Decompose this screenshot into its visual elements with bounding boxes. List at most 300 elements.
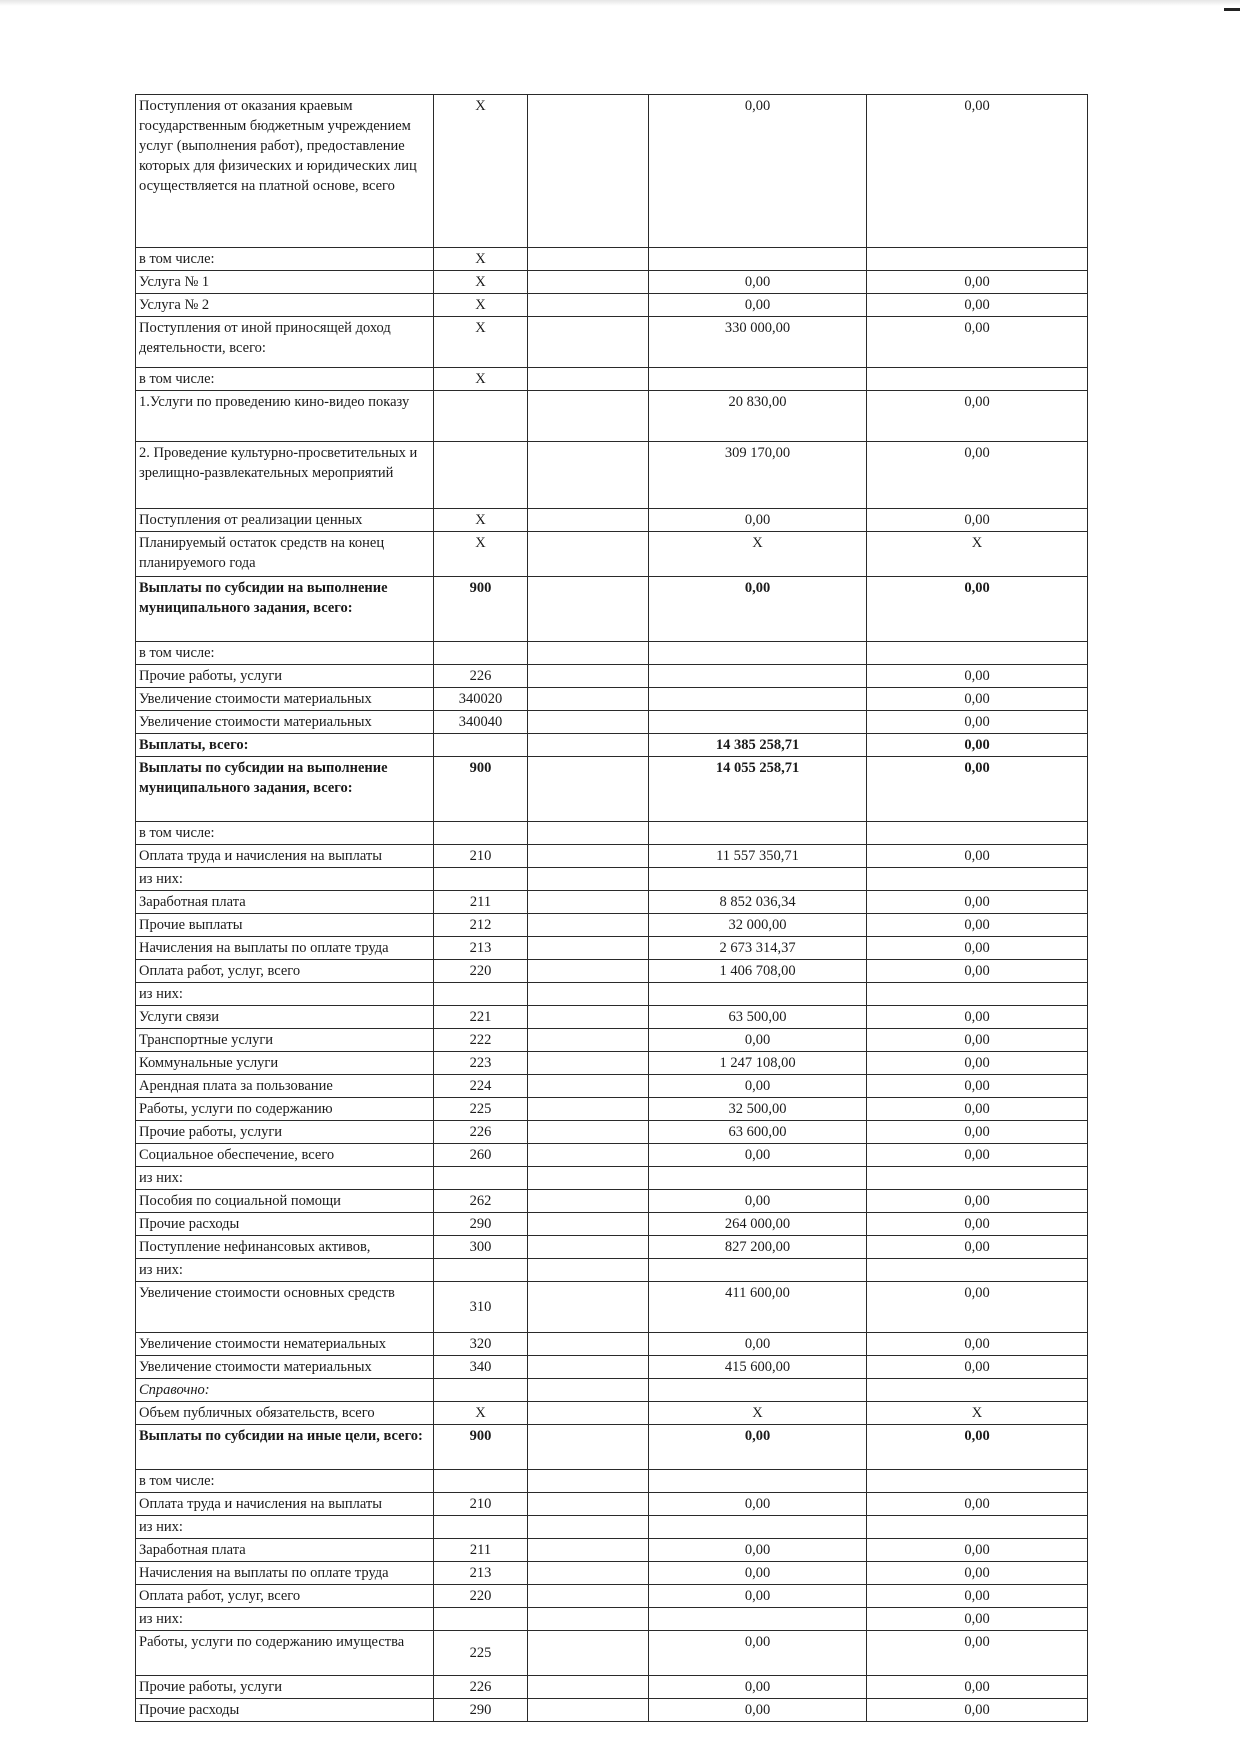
row-value-1: 0,00 bbox=[649, 271, 867, 294]
row-value-2: 0,00 bbox=[867, 1631, 1088, 1676]
row-value-2: 0,00 bbox=[867, 1236, 1088, 1259]
row-value-1: 0,00 bbox=[649, 1539, 867, 1562]
row-label: Прочие расходы bbox=[136, 1213, 434, 1236]
row-value-2: 0,00 bbox=[867, 757, 1088, 822]
empty-cell bbox=[528, 271, 649, 294]
row-label: Заработная плата bbox=[136, 891, 434, 914]
table-row bbox=[136, 983, 1088, 1006]
row-value-2: 0,00 bbox=[867, 1190, 1088, 1213]
row-code: 224 bbox=[434, 1075, 528, 1098]
row-value-1 bbox=[649, 1516, 867, 1539]
row-value-1: 0,00 bbox=[649, 294, 867, 317]
row-label: Оплата труда и начисления на выплаты bbox=[136, 1493, 434, 1516]
row-code: 225 bbox=[434, 1098, 528, 1121]
empty-cell bbox=[528, 1676, 649, 1699]
table-row bbox=[136, 317, 1088, 368]
row-value-2: 0,00 bbox=[867, 891, 1088, 914]
row-code: 220 bbox=[434, 960, 528, 983]
row-code: 900 bbox=[434, 1425, 528, 1470]
row-value-2: 0,00 bbox=[867, 1333, 1088, 1356]
row-label: Заработная плата bbox=[136, 1539, 434, 1562]
row-code bbox=[434, 1167, 528, 1190]
empty-cell bbox=[528, 1075, 649, 1098]
row-value-1: 0,00 bbox=[649, 577, 867, 642]
row-value-2: 0,00 bbox=[867, 665, 1088, 688]
table-row bbox=[136, 1676, 1088, 1699]
row-value-1: 1 406 708,00 bbox=[649, 960, 867, 983]
table-row bbox=[136, 642, 1088, 665]
row-value-2: 0,00 bbox=[867, 1282, 1088, 1333]
row-value-2: 0,00 bbox=[867, 509, 1088, 532]
row-code: 222 bbox=[434, 1029, 528, 1052]
table-row bbox=[136, 1333, 1088, 1356]
row-label: в том числе: bbox=[136, 368, 434, 391]
row-code: Х bbox=[434, 95, 528, 248]
row-code: Х bbox=[434, 317, 528, 368]
scan-corner-mark bbox=[1224, 8, 1240, 11]
table-row bbox=[136, 509, 1088, 532]
empty-cell bbox=[528, 1562, 649, 1585]
row-value-2: 0,00 bbox=[867, 1356, 1088, 1379]
row-value-2: 0,00 bbox=[867, 1493, 1088, 1516]
row-code: Х bbox=[434, 271, 528, 294]
row-value-2: 0,00 bbox=[867, 1562, 1088, 1585]
row-label: Услуги связи bbox=[136, 1006, 434, 1029]
row-code bbox=[434, 1259, 528, 1282]
row-value-1 bbox=[649, 1167, 867, 1190]
row-value-1: 0,00 bbox=[649, 1699, 867, 1722]
row-value-1: 20 830,00 bbox=[649, 391, 867, 442]
row-value-1: 32 500,00 bbox=[649, 1098, 867, 1121]
empty-cell bbox=[528, 1539, 649, 1562]
row-value-2: 0,00 bbox=[867, 1608, 1088, 1631]
row-value-1: 0,00 bbox=[649, 1075, 867, 1098]
row-value-2 bbox=[867, 1516, 1088, 1539]
row-value-2: 0,00 bbox=[867, 937, 1088, 960]
table-row bbox=[136, 1402, 1088, 1425]
row-label: Транспортные услуги bbox=[136, 1029, 434, 1052]
row-label: Пособия по социальной помощи bbox=[136, 1190, 434, 1213]
empty-cell bbox=[528, 711, 649, 734]
row-value-1: 0,00 bbox=[649, 1676, 867, 1699]
row-label: Выплаты, всего: bbox=[136, 734, 434, 757]
row-label: Поступления от оказания краевым государственным бюджетным учреждением услуг (выполнения работ), предоставление которых для физических и юридических лиц осуществляется на платной основе, всего bbox=[136, 95, 434, 248]
row-value-2 bbox=[867, 1379, 1088, 1402]
row-code: 310 bbox=[434, 1282, 528, 1333]
row-code: 211 bbox=[434, 1539, 528, 1562]
row-value-2: 0,00 bbox=[867, 1121, 1088, 1144]
empty-cell bbox=[528, 1493, 649, 1516]
row-value-1: 11 557 350,71 bbox=[649, 845, 867, 868]
row-value-2 bbox=[867, 1167, 1088, 1190]
row-value-1: 0,00 bbox=[649, 1631, 867, 1676]
row-code: 213 bbox=[434, 1562, 528, 1585]
row-value-1: 0,00 bbox=[649, 1190, 867, 1213]
empty-cell bbox=[528, 734, 649, 757]
row-label: Увеличение стоимости нематериальных bbox=[136, 1333, 434, 1356]
empty-cell bbox=[528, 317, 649, 368]
empty-cell bbox=[528, 845, 649, 868]
row-code bbox=[434, 1516, 528, 1539]
row-value-1 bbox=[649, 1608, 867, 1631]
empty-cell bbox=[528, 1379, 649, 1402]
row-label: в том числе: bbox=[136, 248, 434, 271]
empty-cell bbox=[528, 1190, 649, 1213]
empty-cell bbox=[528, 1029, 649, 1052]
row-label: Работы, услуги по содержанию имущества bbox=[136, 1631, 434, 1676]
row-value-1: 0,00 bbox=[649, 509, 867, 532]
row-value-2: 0,00 bbox=[867, 1539, 1088, 1562]
row-code: 221 bbox=[434, 1006, 528, 1029]
row-label: Оплата работ, услуг, всего bbox=[136, 1585, 434, 1608]
row-value-1: 0,00 bbox=[649, 1493, 867, 1516]
empty-cell bbox=[528, 1213, 649, 1236]
table-row bbox=[136, 442, 1088, 509]
row-value-1: 32 000,00 bbox=[649, 914, 867, 937]
table-row bbox=[136, 891, 1088, 914]
row-value-1: Х bbox=[649, 532, 867, 577]
row-value-2 bbox=[867, 822, 1088, 845]
empty-cell bbox=[528, 294, 649, 317]
table-row bbox=[136, 1425, 1088, 1470]
row-code: 213 bbox=[434, 937, 528, 960]
row-value-1 bbox=[649, 368, 867, 391]
row-label: Справочно: bbox=[136, 1379, 434, 1402]
row-code bbox=[434, 1470, 528, 1493]
row-value-1: 0,00 bbox=[649, 1425, 867, 1470]
row-label: Работы, услуги по содержанию bbox=[136, 1098, 434, 1121]
row-value-2 bbox=[867, 983, 1088, 1006]
row-code bbox=[434, 1379, 528, 1402]
row-value-1 bbox=[649, 688, 867, 711]
table-row bbox=[136, 665, 1088, 688]
row-value-2: 0,00 bbox=[867, 711, 1088, 734]
table-row bbox=[136, 1213, 1088, 1236]
row-label: Оплата труда и начисления на выплаты bbox=[136, 845, 434, 868]
row-label: Прочие работы, услуги bbox=[136, 1121, 434, 1144]
row-code: 320 bbox=[434, 1333, 528, 1356]
row-code: 262 bbox=[434, 1190, 528, 1213]
row-value-1: 63 500,00 bbox=[649, 1006, 867, 1029]
row-label: Коммунальные услуги bbox=[136, 1052, 434, 1075]
table-row bbox=[136, 1379, 1088, 1402]
empty-cell bbox=[528, 1608, 649, 1631]
row-value-1: 0,00 bbox=[649, 1562, 867, 1585]
row-value-1: 0,00 bbox=[649, 1585, 867, 1608]
empty-cell bbox=[528, 1356, 649, 1379]
row-label: в том числе: bbox=[136, 822, 434, 845]
row-value-2: 0,00 bbox=[867, 95, 1088, 248]
empty-cell bbox=[528, 95, 649, 248]
row-value-2: 0,00 bbox=[867, 1075, 1088, 1098]
row-code: Х bbox=[434, 368, 528, 391]
table-row bbox=[136, 1356, 1088, 1379]
row-label: 2. Проведение культурно-просветительных и зрелищно-развлекательных мероприятий bbox=[136, 442, 434, 509]
table-row bbox=[136, 532, 1088, 577]
row-code bbox=[434, 822, 528, 845]
scan-top-edge bbox=[0, 0, 1240, 6]
empty-cell bbox=[528, 1699, 649, 1722]
table-row bbox=[136, 822, 1088, 845]
empty-cell bbox=[528, 1144, 649, 1167]
row-value-1 bbox=[649, 868, 867, 891]
row-label: Выплаты по субсидии на выполнение муниципального задания, всего: bbox=[136, 757, 434, 822]
row-code bbox=[434, 1608, 528, 1631]
table-row bbox=[136, 937, 1088, 960]
row-value-2: 0,00 bbox=[867, 271, 1088, 294]
empty-cell bbox=[528, 937, 649, 960]
row-code: Х bbox=[434, 532, 528, 577]
table-row bbox=[136, 1608, 1088, 1631]
row-label: Оплата работ, услуг, всего bbox=[136, 960, 434, 983]
row-label: из них: bbox=[136, 1608, 434, 1631]
empty-cell bbox=[528, 891, 649, 914]
row-code: 220 bbox=[434, 1585, 528, 1608]
table-row bbox=[136, 757, 1088, 822]
row-value-1: 827 200,00 bbox=[649, 1236, 867, 1259]
row-value-2: 0,00 bbox=[867, 391, 1088, 442]
row-label: Увеличение стоимости основных средств bbox=[136, 1282, 434, 1333]
row-value-2: 0,00 bbox=[867, 1699, 1088, 1722]
table-row bbox=[136, 248, 1088, 271]
row-label: Поступление нефинансовых активов, bbox=[136, 1236, 434, 1259]
empty-cell bbox=[528, 532, 649, 577]
row-value-1 bbox=[649, 1259, 867, 1282]
row-label: в том числе: bbox=[136, 642, 434, 665]
row-value-1: 264 000,00 bbox=[649, 1213, 867, 1236]
row-code bbox=[434, 442, 528, 509]
row-value-2: 0,00 bbox=[867, 734, 1088, 757]
row-label: Поступления от реализации ценных bbox=[136, 509, 434, 532]
row-label: Выплаты по субсидии на выполнение муниципального задания, всего: bbox=[136, 577, 434, 642]
row-label: Начисления на выплаты по оплате труда bbox=[136, 1562, 434, 1585]
row-label: Прочие расходы bbox=[136, 1699, 434, 1722]
row-code bbox=[434, 868, 528, 891]
empty-cell bbox=[528, 1167, 649, 1190]
row-value-2: 0,00 bbox=[867, 1006, 1088, 1029]
empty-cell bbox=[528, 1098, 649, 1121]
table-row bbox=[136, 868, 1088, 891]
row-value-1: 0,00 bbox=[649, 1333, 867, 1356]
row-code: 211 bbox=[434, 891, 528, 914]
row-code: Х bbox=[434, 248, 528, 271]
table-row bbox=[136, 688, 1088, 711]
row-code: 340020 bbox=[434, 688, 528, 711]
row-code: 225 bbox=[434, 1631, 528, 1676]
row-code: 340040 bbox=[434, 711, 528, 734]
empty-cell bbox=[528, 1585, 649, 1608]
row-label: из них: bbox=[136, 868, 434, 891]
row-code: 226 bbox=[434, 1676, 528, 1699]
row-value-1: 0,00 bbox=[649, 95, 867, 248]
table-row bbox=[136, 914, 1088, 937]
row-value-1 bbox=[649, 1470, 867, 1493]
row-value-2: 0,00 bbox=[867, 577, 1088, 642]
table-row bbox=[136, 734, 1088, 757]
empty-cell bbox=[528, 1516, 649, 1539]
empty-cell bbox=[528, 577, 649, 642]
row-value-2 bbox=[867, 1259, 1088, 1282]
empty-cell bbox=[528, 368, 649, 391]
row-value-1: 8 852 036,34 bbox=[649, 891, 867, 914]
row-value-2: Х bbox=[867, 1402, 1088, 1425]
row-value-1: Х bbox=[649, 1402, 867, 1425]
row-value-2: 0,00 bbox=[867, 960, 1088, 983]
table-row bbox=[136, 271, 1088, 294]
row-label: Планируемый остаток средств на конец планируемого года bbox=[136, 532, 434, 577]
table-row bbox=[136, 294, 1088, 317]
row-label: в том числе: bbox=[136, 1470, 434, 1493]
row-value-2: 0,00 bbox=[867, 1213, 1088, 1236]
row-code bbox=[434, 734, 528, 757]
table-row bbox=[136, 95, 1088, 248]
table-row bbox=[136, 1631, 1088, 1676]
row-code bbox=[434, 391, 528, 442]
row-label: из них: bbox=[136, 983, 434, 1006]
table-row bbox=[136, 1144, 1088, 1167]
row-value-2: 0,00 bbox=[867, 1098, 1088, 1121]
row-code: 900 bbox=[434, 577, 528, 642]
row-value-2: 0,00 bbox=[867, 317, 1088, 368]
empty-cell bbox=[528, 1402, 649, 1425]
row-value-2: 0,00 bbox=[867, 1676, 1088, 1699]
empty-cell bbox=[528, 1470, 649, 1493]
row-value-1 bbox=[649, 711, 867, 734]
table-row bbox=[136, 1539, 1088, 1562]
empty-cell bbox=[528, 442, 649, 509]
empty-cell bbox=[528, 822, 649, 845]
row-value-2: 0,00 bbox=[867, 688, 1088, 711]
row-code: 300 bbox=[434, 1236, 528, 1259]
row-value-1: 2 673 314,37 bbox=[649, 937, 867, 960]
row-label: из них: bbox=[136, 1167, 434, 1190]
row-label: Увеличение стоимости материальных bbox=[136, 711, 434, 734]
empty-cell bbox=[528, 1052, 649, 1075]
table-row bbox=[136, 845, 1088, 868]
row-label: 1.Услуги по проведению кино-видео показу bbox=[136, 391, 434, 442]
row-label: Услуга № 2 bbox=[136, 294, 434, 317]
row-code: 212 bbox=[434, 914, 528, 937]
empty-cell bbox=[528, 509, 649, 532]
table-row bbox=[136, 368, 1088, 391]
row-label: Поступления от иной приносящей доход деятельности, всего: bbox=[136, 317, 434, 368]
table-row bbox=[136, 1236, 1088, 1259]
row-label: Арендная плата за пользование bbox=[136, 1075, 434, 1098]
row-value-2 bbox=[867, 868, 1088, 891]
row-value-1 bbox=[649, 642, 867, 665]
row-label: из них: bbox=[136, 1259, 434, 1282]
table-row bbox=[136, 1167, 1088, 1190]
row-code: 210 bbox=[434, 845, 528, 868]
row-value-1: 0,00 bbox=[649, 1029, 867, 1052]
budget-table bbox=[135, 94, 1088, 1722]
row-value-1: 14 385 258,71 bbox=[649, 734, 867, 757]
table-row bbox=[136, 1585, 1088, 1608]
empty-cell bbox=[528, 757, 649, 822]
row-value-1 bbox=[649, 248, 867, 271]
row-value-1: 415 600,00 bbox=[649, 1356, 867, 1379]
row-code: 340 bbox=[434, 1356, 528, 1379]
row-value-2: 0,00 bbox=[867, 914, 1088, 937]
row-label: Объем публичных обязательств, всего bbox=[136, 1402, 434, 1425]
row-code bbox=[434, 983, 528, 1006]
row-code: 226 bbox=[434, 665, 528, 688]
row-value-1: 63 600,00 bbox=[649, 1121, 867, 1144]
table-row bbox=[136, 1259, 1088, 1282]
row-value-1: 330 000,00 bbox=[649, 317, 867, 368]
empty-cell bbox=[528, 868, 649, 891]
row-value-1 bbox=[649, 983, 867, 1006]
table-row bbox=[136, 1121, 1088, 1144]
row-value-1: 1 247 108,00 bbox=[649, 1052, 867, 1075]
empty-cell bbox=[528, 688, 649, 711]
row-code: Х bbox=[434, 1402, 528, 1425]
row-value-2 bbox=[867, 248, 1088, 271]
table-row bbox=[136, 577, 1088, 642]
empty-cell bbox=[528, 1333, 649, 1356]
table-row bbox=[136, 1006, 1088, 1029]
empty-cell bbox=[528, 1121, 649, 1144]
row-value-2: 0,00 bbox=[867, 1425, 1088, 1470]
empty-cell bbox=[528, 983, 649, 1006]
row-label: Прочие выплаты bbox=[136, 914, 434, 937]
empty-cell bbox=[528, 1425, 649, 1470]
empty-cell bbox=[528, 960, 649, 983]
row-value-2: Х bbox=[867, 532, 1088, 577]
row-label: Увеличение стоимости материальных bbox=[136, 1356, 434, 1379]
row-value-2 bbox=[867, 642, 1088, 665]
table-row bbox=[136, 1052, 1088, 1075]
empty-cell bbox=[528, 391, 649, 442]
row-label: Прочие работы, услуги bbox=[136, 1676, 434, 1699]
table-row bbox=[136, 1470, 1088, 1493]
row-label: Начисления на выплаты по оплате труда bbox=[136, 937, 434, 960]
row-value-1: 14 055 258,71 bbox=[649, 757, 867, 822]
row-value-1: 411 600,00 bbox=[649, 1282, 867, 1333]
row-label: Услуга № 1 bbox=[136, 271, 434, 294]
table-row bbox=[136, 391, 1088, 442]
row-value-2 bbox=[867, 368, 1088, 391]
table-row bbox=[136, 711, 1088, 734]
row-label: из них: bbox=[136, 1516, 434, 1539]
empty-cell bbox=[528, 1259, 649, 1282]
table-row bbox=[136, 1282, 1088, 1333]
empty-cell bbox=[528, 1006, 649, 1029]
row-code: 226 bbox=[434, 1121, 528, 1144]
row-value-2: 0,00 bbox=[867, 1144, 1088, 1167]
row-label: Увеличение стоимости материальных bbox=[136, 688, 434, 711]
row-label: Выплаты по субсидии на иные цели, всего: bbox=[136, 1425, 434, 1470]
empty-cell bbox=[528, 248, 649, 271]
row-code: Х bbox=[434, 294, 528, 317]
table-row bbox=[136, 1493, 1088, 1516]
empty-cell bbox=[528, 1631, 649, 1676]
table-row bbox=[136, 1029, 1088, 1052]
row-value-2: 0,00 bbox=[867, 1029, 1088, 1052]
row-code: 223 bbox=[434, 1052, 528, 1075]
empty-cell bbox=[528, 914, 649, 937]
table-row bbox=[136, 1075, 1088, 1098]
row-value-2: 0,00 bbox=[867, 845, 1088, 868]
table-row bbox=[136, 1098, 1088, 1121]
row-code: 290 bbox=[434, 1699, 528, 1722]
row-value-1 bbox=[649, 1379, 867, 1402]
row-code: Х bbox=[434, 509, 528, 532]
table-row bbox=[136, 1699, 1088, 1722]
row-code: 900 bbox=[434, 757, 528, 822]
empty-cell bbox=[528, 665, 649, 688]
table-row bbox=[136, 1190, 1088, 1213]
